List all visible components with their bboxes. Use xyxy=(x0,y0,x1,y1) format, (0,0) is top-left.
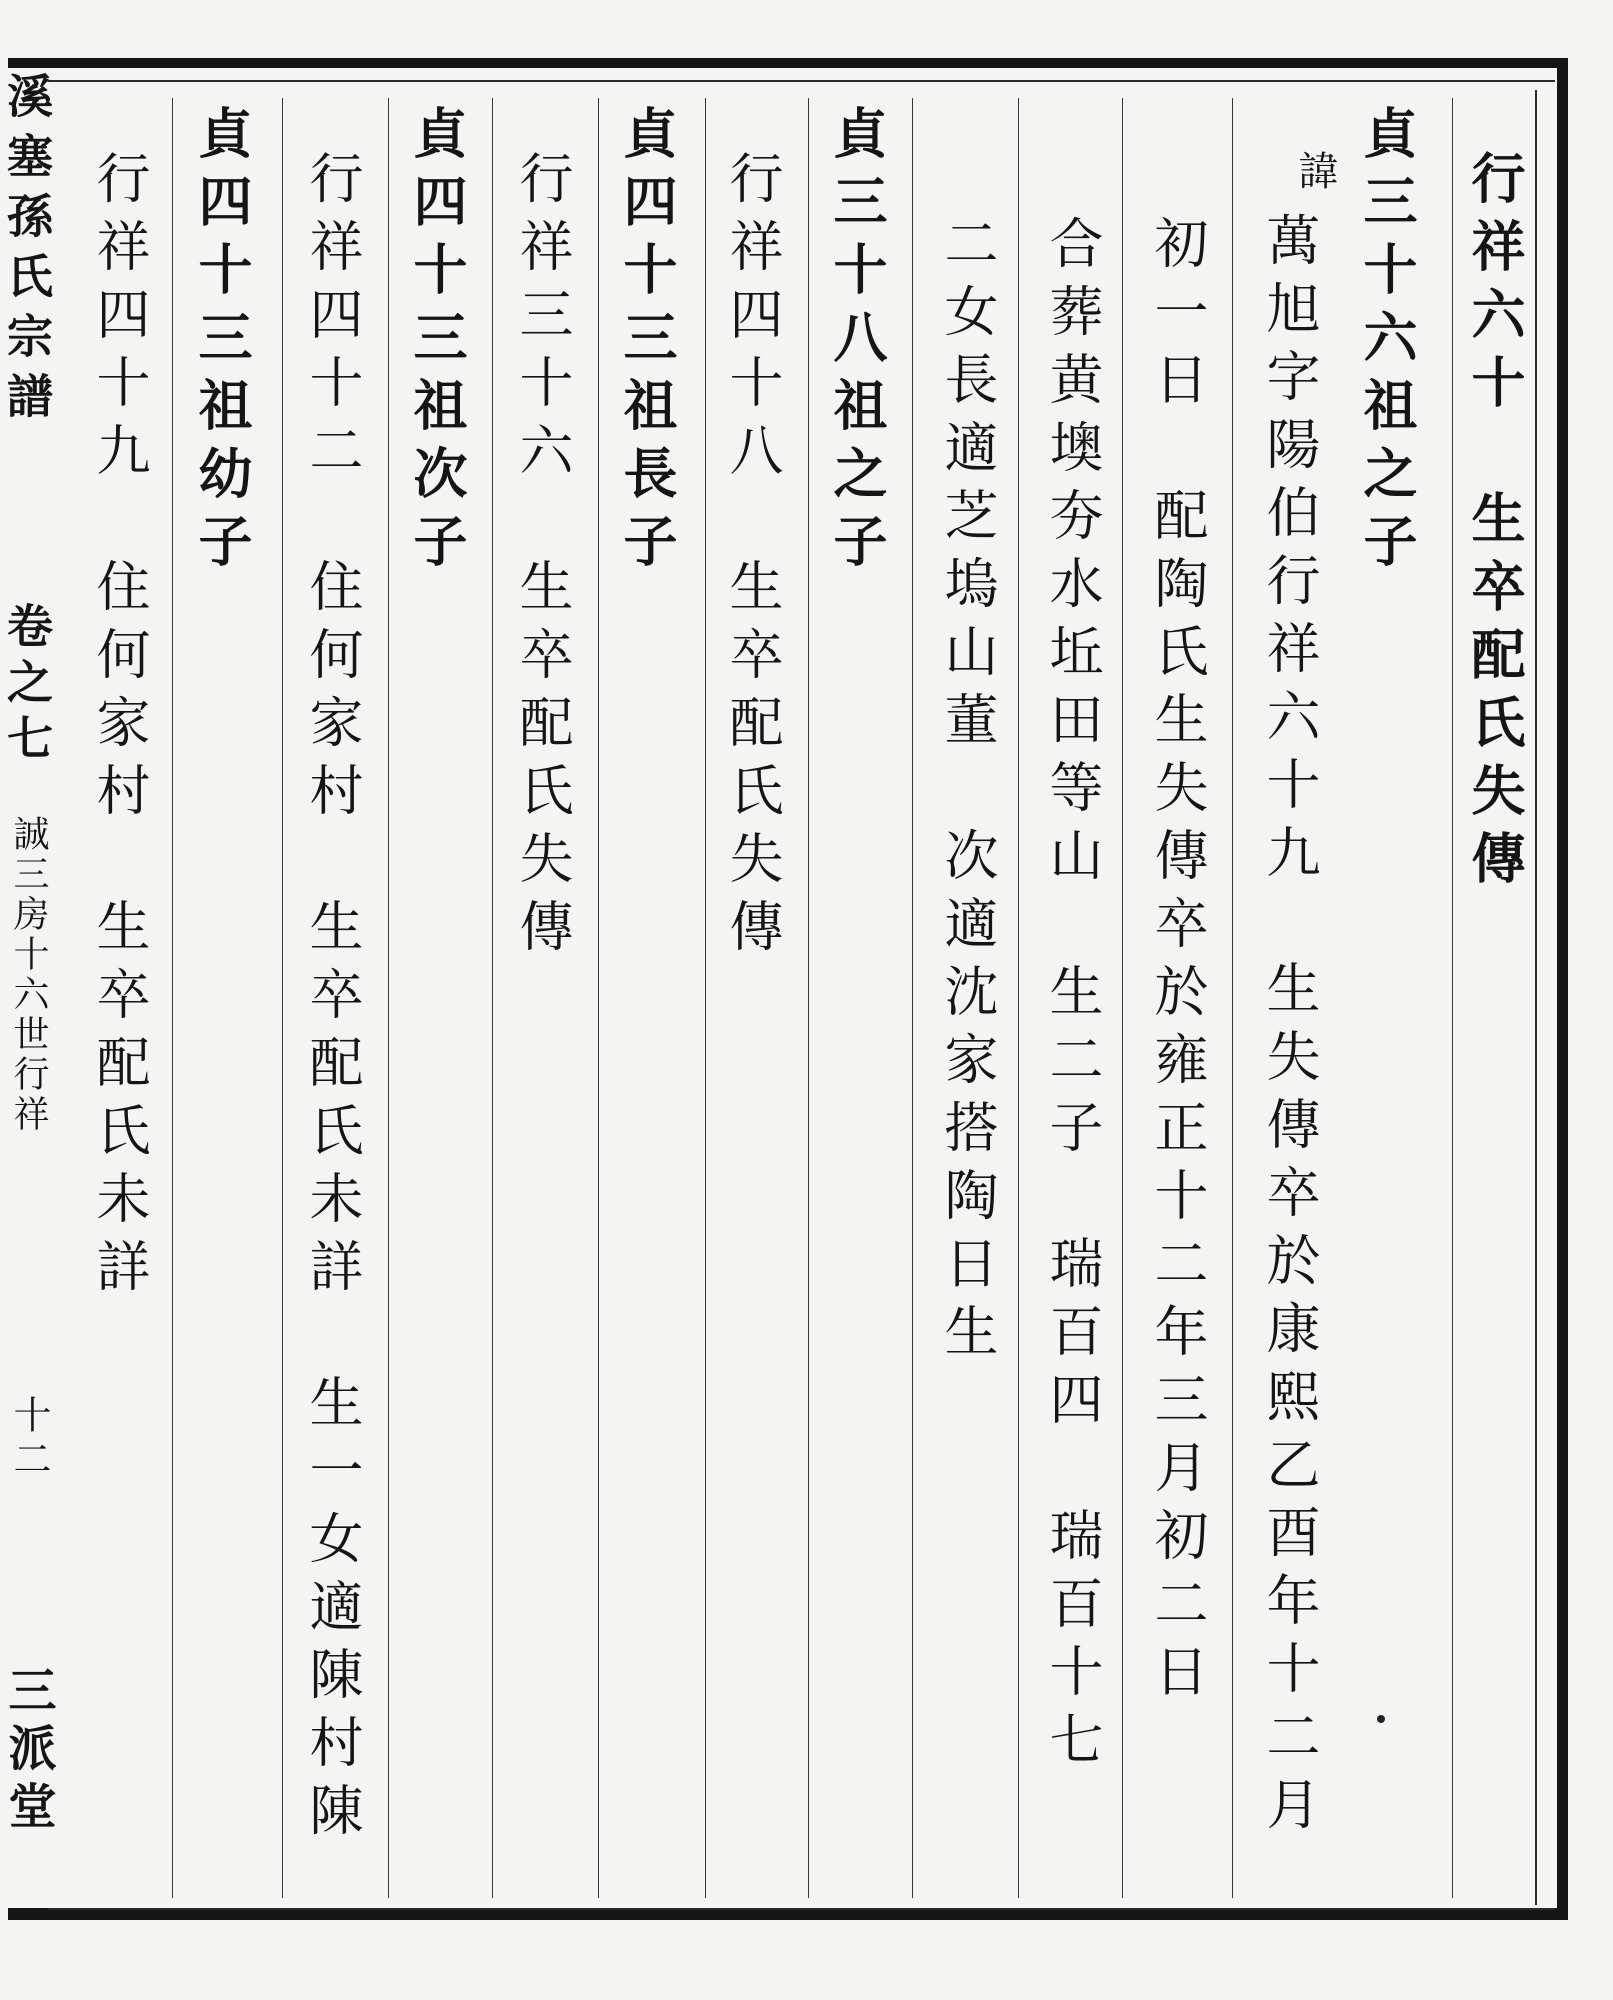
text-column-8: 行祥四十八 生卒配氏失傳 xyxy=(721,150,784,966)
inner-right-rule xyxy=(1535,90,1537,1905)
column-divider xyxy=(172,98,173,1898)
column-divider xyxy=(808,98,809,1898)
column-divider xyxy=(282,98,283,1898)
column-divider xyxy=(912,98,913,1898)
text-column-3: 萬旭字陽伯行祥六十九 生失傳卒於康熙乙酉年十二月 xyxy=(1258,212,1321,1844)
text-column-13: 貞四十三祖幼子 xyxy=(190,105,254,581)
column-divider xyxy=(1452,98,1453,1898)
spine-hall-name: 三派堂 xyxy=(0,1665,56,1839)
text-column-14: 行祥四十九 住何家村 生卒配氏未詳 xyxy=(88,150,151,1306)
column-divider xyxy=(1122,98,1123,1898)
column-divider xyxy=(388,98,389,1898)
column-divider xyxy=(598,98,599,1898)
text-column-5: 合葬黄墺夯水坵田等山 生二子 瑞百四 瑞百十七 xyxy=(1041,215,1104,1779)
text-column-11: 貞四十三祖次子 xyxy=(405,105,469,581)
text-column-10: 行祥三十六 生卒配氏失傳 xyxy=(511,150,574,966)
text-column-2: 貞三十六祖之子 xyxy=(1355,105,1419,581)
text-column-1: 行祥六十 生卒配氏失傳 xyxy=(1463,150,1527,898)
inner-bottom-rule xyxy=(48,1908,1555,1910)
spine-volume: 卷之七 xyxy=(0,602,54,770)
spine-page-number: 十二 xyxy=(7,1395,51,1483)
text-column-3-prefix: 諱 xyxy=(1292,150,1338,200)
text-column-12: 行祥四十二 住何家村 生卒配氏未詳 生一女適陳村陳 xyxy=(301,150,364,1850)
column-divider xyxy=(705,98,706,1898)
column-divider xyxy=(1232,98,1233,1898)
column-divider xyxy=(1018,98,1019,1898)
text-column-7: 貞三十八祖之子 xyxy=(825,105,889,581)
column-divider xyxy=(492,98,493,1898)
spine-section: 誠三房十六世行祥 xyxy=(8,815,49,1135)
text-column-4: 初一日 配陶氏生失傳卒於雍正十二年三月初二日 xyxy=(1146,215,1209,1711)
text-column-6: 二女長適芝塢山董 次適沈家搭陶日生 xyxy=(936,215,999,1371)
text-column-9: 貞四十三祖長子 xyxy=(615,105,679,581)
spine-title: 溪塞孫氏宗譜 xyxy=(0,72,54,432)
ink-dot xyxy=(1377,1715,1385,1723)
inner-top-rule xyxy=(48,80,1555,82)
